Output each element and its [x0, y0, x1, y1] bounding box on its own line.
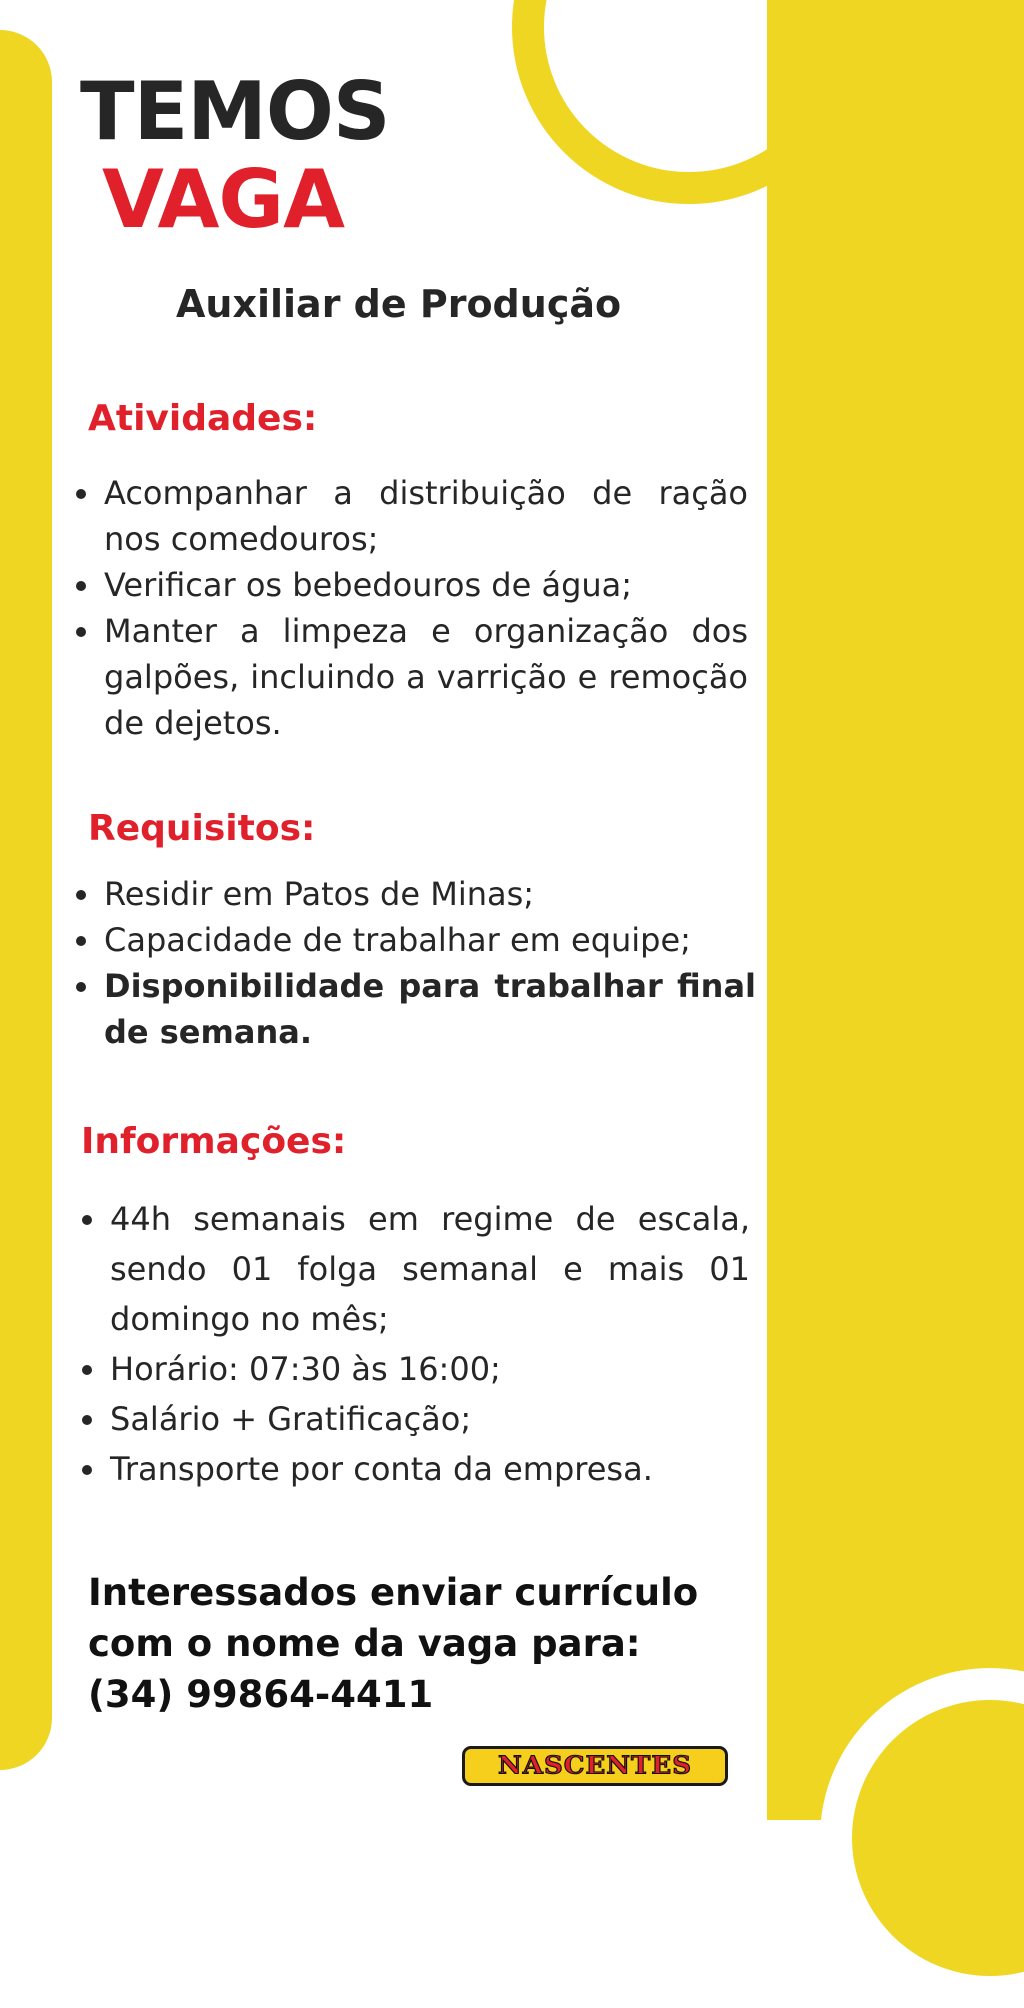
- contact-phone: (34) 99864-4411: [88, 1673, 434, 1716]
- requirement-item: Capacidade de trabalhar em equipe;: [76, 917, 756, 963]
- requirement-item: Disponibilidade para trabalhar final de semana.: [76, 963, 756, 1055]
- activity-item: Verificar os bebedouros de água;: [76, 562, 748, 608]
- requirement-item: Residir em Patos de Minas;: [76, 871, 756, 917]
- contact-block: [88, 1567, 738, 1720]
- information-item: 44h semanais em regime de escala, sendo 01 folga semanal e mais 01 domingo no mês;: [82, 1194, 750, 1344]
- logo-text: NASCENTES: [498, 1752, 692, 1780]
- activities-heading: Atividades:: [88, 398, 318, 439]
- information-item: Transporte por conta da empresa.: [82, 1444, 750, 1494]
- right-yellow-panel: [767, 0, 1024, 1820]
- contact-line-2: com o nome da vaga para:: [88, 1622, 641, 1665]
- activity-item: Acompanhar a distribuição de ração nos comedouros;: [76, 470, 748, 562]
- requirements-list: [76, 871, 756, 1055]
- information-heading: Informações:: [81, 1121, 347, 1162]
- contact-line-1: Interessados enviar currículo: [88, 1571, 699, 1614]
- job-title: Auxiliar de Produção: [176, 282, 622, 326]
- activity-item: Manter a limpeza e organização dos galpões, incluindo a varrição e remoção de dejetos.: [76, 608, 748, 746]
- nascentes-logo: [462, 1746, 728, 1786]
- information-item: Horário: 07:30 às 16:00;: [82, 1344, 750, 1394]
- left-yellow-strip: [0, 30, 52, 1770]
- activities-list: [76, 470, 748, 746]
- information-item: Salário + Gratificação;: [82, 1394, 750, 1444]
- information-list: [82, 1194, 750, 1494]
- requirements-heading: Requisitos:: [88, 808, 316, 849]
- headline-temos: TEMOS: [80, 65, 390, 158]
- headline-vaga: VAGA: [102, 153, 344, 246]
